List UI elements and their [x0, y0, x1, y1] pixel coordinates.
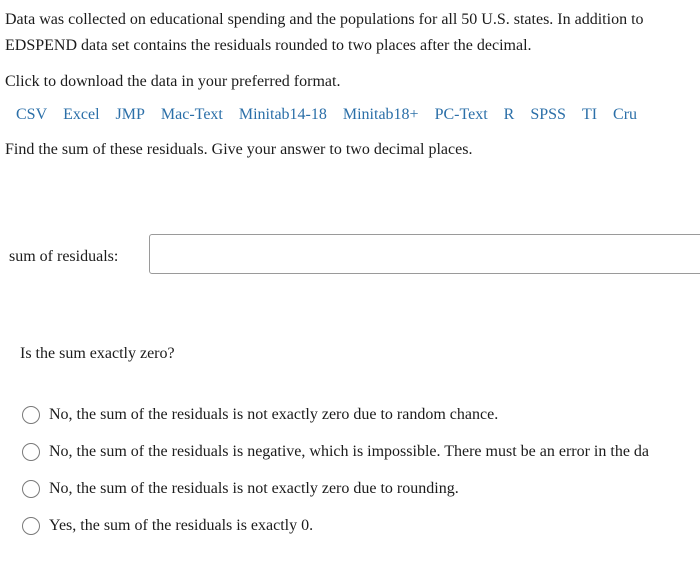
radio-button[interactable] — [22, 517, 40, 535]
sum-of-residuals-label: sum of residuals: — [9, 248, 119, 265]
download-minitab18plus-link[interactable]: Minitab18+ — [342, 106, 419, 123]
download-formats — [16, 105, 653, 125]
option-exactly-zero[interactable] — [22, 515, 313, 537]
download-excel-link[interactable]: Excel — [63, 106, 100, 123]
intro-text-line-2: EDSPEND data set contains the residuals rounded to two places after the decimal. — [5, 37, 532, 54]
option-label: No, the sum of the residuals is not exactly zero due to random chance. — [49, 406, 499, 423]
radio-button[interactable] — [22, 443, 40, 461]
option-label: Yes, the sum of the residuals is exactly 0. — [49, 517, 314, 534]
zero-question-prompt: Is the sum exactly zero? — [20, 345, 175, 362]
radio-button[interactable] — [22, 406, 40, 424]
intro-text-line-1: Data was collected on educational spending and the populations for all 50 U.S. states. In addition to — [5, 11, 644, 28]
download-prompt: Click to download the data in your preferred format. — [5, 73, 341, 90]
download-jmp-link[interactable]: JMP — [115, 106, 145, 123]
download-r-link[interactable]: R — [503, 106, 515, 123]
option-rounding[interactable] — [22, 478, 459, 500]
option-negative-impossible[interactable] — [22, 441, 649, 463]
download-minitab14-18-link[interactable]: Minitab14-18 — [238, 106, 327, 123]
download-spss-link[interactable]: SPSS — [530, 106, 566, 123]
download-pc-text-link[interactable]: PC-Text — [434, 106, 488, 123]
option-random-chance[interactable] — [22, 404, 498, 426]
sum-of-residuals-input[interactable] — [149, 234, 700, 274]
download-ti-link[interactable]: TI — [581, 106, 598, 123]
radio-button[interactable] — [22, 480, 40, 498]
sum-question: Find the sum of these residuals. Give your answer to two decimal places. — [5, 141, 473, 158]
option-label: No, the sum of the residuals is negative, which is impossible. There must be an error in the da — [49, 443, 650, 460]
download-csv-link[interactable]: CSV — [16, 106, 48, 123]
download-mac-text-link[interactable]: Mac-Text — [160, 106, 223, 123]
download-crunchit-link[interactable]: Cru — [613, 106, 638, 123]
option-label: No, the sum of the residuals is not exactly zero due to rounding. — [49, 480, 459, 497]
